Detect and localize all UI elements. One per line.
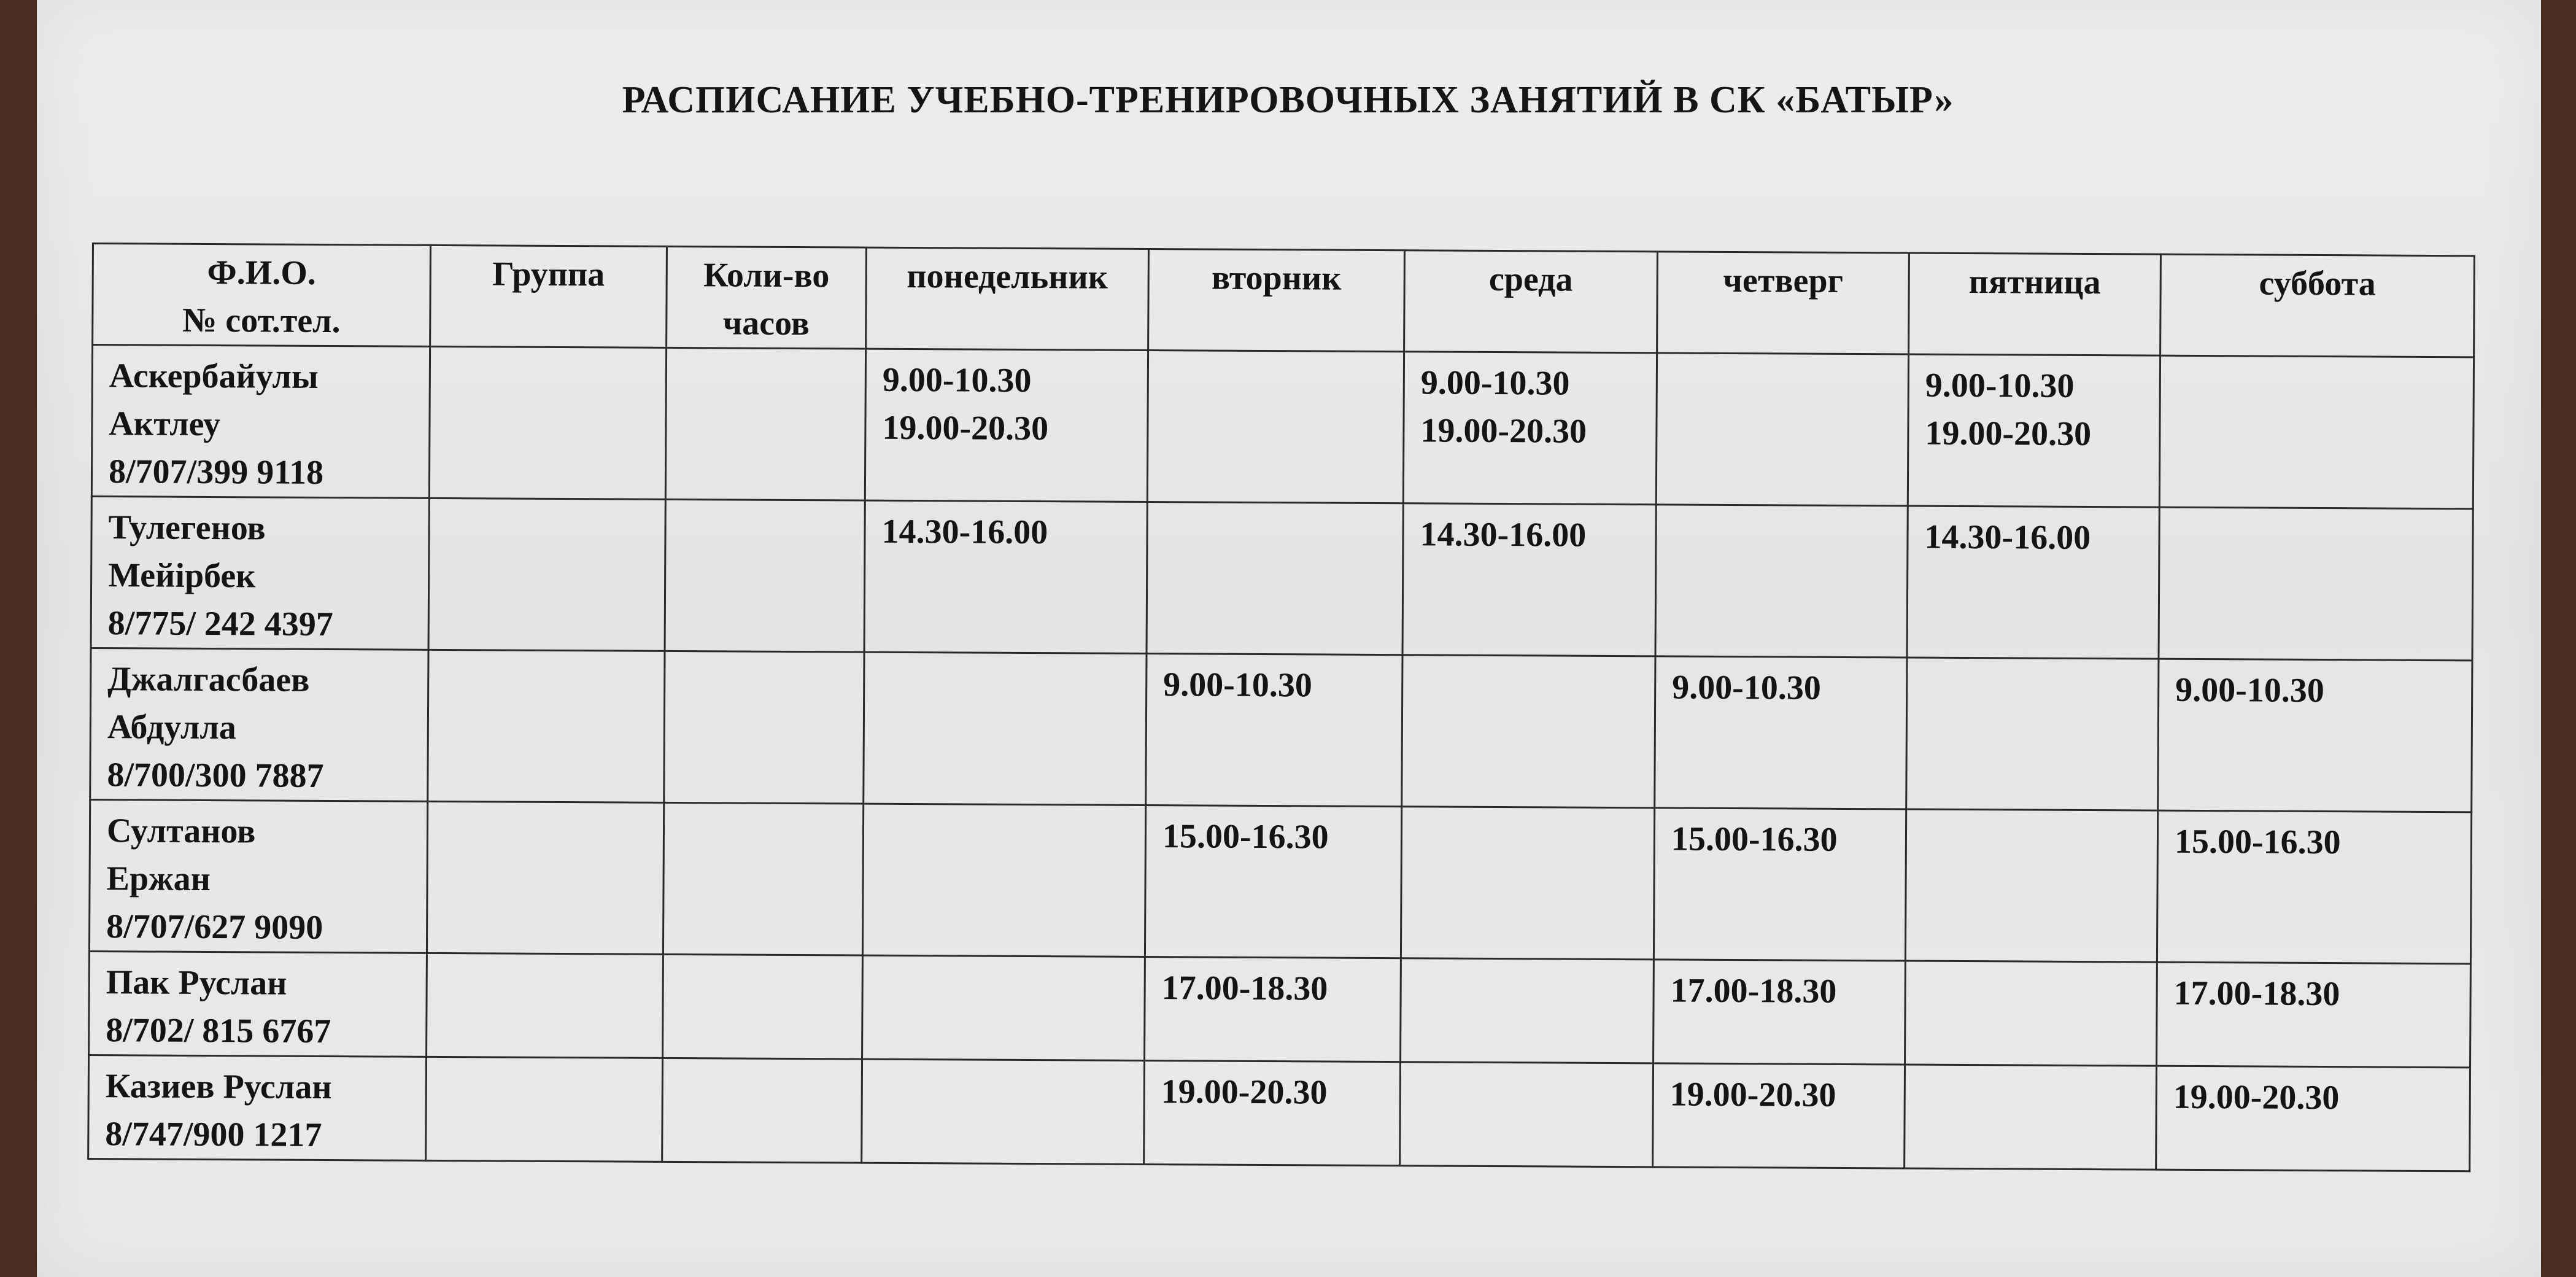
hours-cell xyxy=(663,954,863,1059)
group-cell xyxy=(428,650,665,802)
wednesday-slot xyxy=(1400,1062,1654,1167)
saturday-slot xyxy=(2159,507,2473,661)
tuesday-slot: 19.00-20.30 xyxy=(1144,1060,1401,1165)
tuesday-slot: 17.00-18.30 xyxy=(1145,957,1401,1062)
trainer-name-phone: Султанов Ержан 8/707/627 9090 xyxy=(89,799,427,953)
header-row xyxy=(93,244,2475,357)
thursday-slot xyxy=(1655,505,1908,658)
wednesday-slot xyxy=(1402,655,1655,808)
trainer-name-phone: Аскербайулы Актлеу 8/707/399 9118 xyxy=(91,345,430,499)
wednesday-slot xyxy=(1401,807,1654,960)
hours-cell xyxy=(664,651,864,804)
header-saturday: суббота xyxy=(2160,254,2475,357)
tuesday-slot xyxy=(1147,351,1404,503)
friday-slot: 14.30-16.00 xyxy=(1907,506,2159,659)
group-cell xyxy=(427,801,663,954)
monday-slot xyxy=(862,1059,1145,1164)
table-row xyxy=(91,345,2474,509)
wednesday-slot: 14.30-16.00 xyxy=(1402,503,1656,656)
thursday-slot: 17.00-18.30 xyxy=(1654,960,1906,1065)
tuesday-slot: 15.00-16.30 xyxy=(1145,805,1401,958)
table-row xyxy=(89,951,2471,1067)
hours-cell xyxy=(665,347,865,500)
table-row xyxy=(89,799,2471,963)
saturday-slot: 19.00-20.30 xyxy=(2156,1066,2470,1171)
saturday-slot: 15.00-16.30 xyxy=(2157,810,2471,964)
header-tuesday: вторник xyxy=(1148,249,1405,352)
header-name-phone: Ф.И.О. № сот.тел. xyxy=(93,244,431,347)
group-cell xyxy=(427,953,663,1058)
monday-slot xyxy=(862,955,1145,1060)
monday-slot xyxy=(862,804,1145,957)
thursday-slot: 19.00-20.30 xyxy=(1653,1063,1905,1168)
monday-slot: 14.30-16.00 xyxy=(864,500,1147,653)
saturday-slot xyxy=(2159,355,2474,509)
table-row xyxy=(90,648,2472,812)
header-monday: понедельник xyxy=(866,247,1149,350)
friday-slot: 9.00-10.30 19.00-20.30 xyxy=(1908,354,2160,507)
saturday-slot: 9.00-10.30 xyxy=(2158,659,2472,812)
friday-slot xyxy=(1905,809,2157,962)
schedule-table xyxy=(87,243,2475,1172)
header-wednesday: среда xyxy=(1404,250,1658,353)
document-title: РАСПИСАНИЕ УЧЕБНО-ТРЕНИРОВОЧНЫХ ЗАНЯТИЙ В СК «БАТЫР» xyxy=(622,79,1954,121)
trainer-name-phone: Казиев Руслан 8/747/900 1217 xyxy=(88,1055,427,1160)
saturday-slot: 17.00-18.30 xyxy=(2157,962,2471,1068)
trainer-name-phone: Джалгасбаев Абдулла 8/700/300 7887 xyxy=(90,648,428,801)
tuesday-slot: 9.00-10.30 xyxy=(1146,654,1402,807)
wednesday-slot: 9.00-10.30 19.00-20.30 xyxy=(1403,352,1657,505)
table-row xyxy=(88,1055,2470,1171)
trainer-name-phone: Пак Руслан 8/702/ 815 6767 xyxy=(89,951,427,1057)
group-cell xyxy=(429,346,666,499)
monday-slot xyxy=(864,652,1147,805)
header-friday: пятница xyxy=(1909,253,2161,355)
table-row xyxy=(91,497,2473,661)
group-cell xyxy=(426,1057,663,1162)
monday-slot: 9.00-10.30 19.00-20.30 xyxy=(865,349,1148,502)
wednesday-slot xyxy=(1401,958,1654,1063)
hours-cell xyxy=(663,802,863,955)
trainer-name-phone: Тулегенов Мейірбек 8/775/ 242 4397 xyxy=(91,497,429,650)
thursday-slot: 15.00-16.30 xyxy=(1654,808,1906,961)
friday-slot xyxy=(1905,961,2157,1066)
tuesday-slot xyxy=(1147,502,1403,655)
friday-slot xyxy=(1905,1065,2157,1170)
hours-cell xyxy=(665,499,865,652)
group-cell xyxy=(428,498,665,651)
header-hours: Коли-во часов xyxy=(667,246,867,349)
hours-cell xyxy=(662,1058,862,1163)
thursday-slot: 9.00-10.30 xyxy=(1655,656,1907,809)
thursday-slot xyxy=(1656,353,1908,506)
header-group: Группа xyxy=(430,245,667,347)
header-thursday: четверг xyxy=(1657,252,1909,354)
friday-slot xyxy=(1906,658,2159,810)
